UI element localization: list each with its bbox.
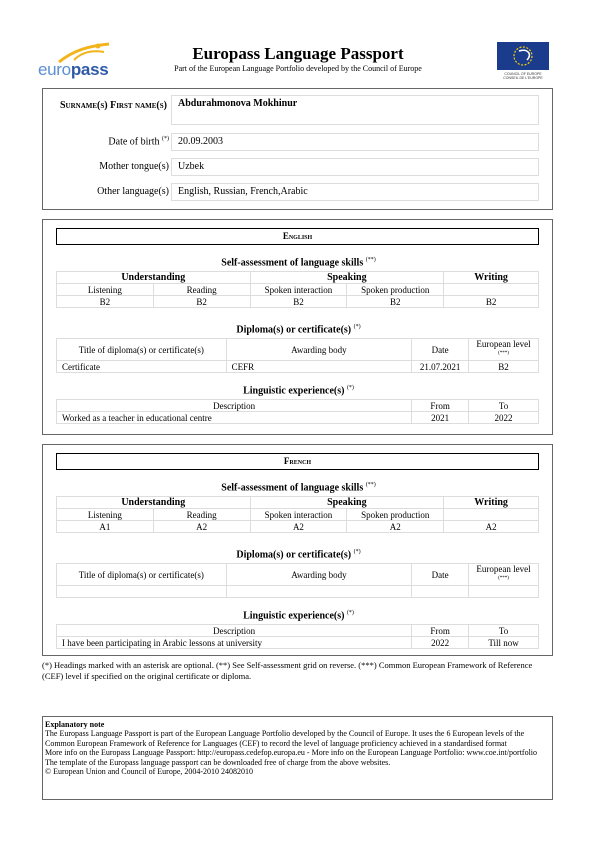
diploma-date: 21.07.2021 xyxy=(412,361,469,373)
personal-info-panel xyxy=(42,88,553,210)
explanatory-heading: Explanatory note xyxy=(45,720,105,729)
reading-header: Reading xyxy=(153,284,250,296)
experience-heading: Linguistic experience(s) (*) xyxy=(243,385,354,397)
listening-header: Listening xyxy=(57,284,154,296)
listening-level: B2 xyxy=(57,296,154,308)
page-title: Europass Language Passport xyxy=(192,44,404,63)
spoken-production-header: Spoken production xyxy=(347,284,444,296)
explanatory-line-2: More info on the Europass Language Passport: http://europass.cedefop.europa.eu - More info on the European Language Portfolio: www.coe.int/portfolio xyxy=(45,748,538,758)
reading-level: B2 xyxy=(153,296,250,308)
description-col-header: Description xyxy=(57,625,412,637)
diploma-title xyxy=(57,586,227,598)
self-assessment-heading: Self-assessment of language skills (**) xyxy=(221,482,376,494)
listening-header: Listening xyxy=(57,509,154,521)
experience-table xyxy=(56,624,539,649)
experience-to: 2022 xyxy=(469,412,539,424)
writing-header: Writing xyxy=(444,497,539,509)
experience-to: Till now xyxy=(469,637,539,649)
level-col-header: European level (***) xyxy=(469,339,539,361)
coe-flag-icon xyxy=(497,42,549,70)
title-col-header: Title of diploma(s) or certificate(s) xyxy=(57,564,227,586)
diploma-body: CEFR xyxy=(226,361,412,373)
surname-label: Surname(s) First name(s) xyxy=(59,100,167,111)
diploma-table xyxy=(56,563,539,598)
language-panel-french xyxy=(42,444,553,656)
experience-from: 2022 xyxy=(412,637,469,649)
diploma-heading: Diploma(s) or certificate(s) (*) xyxy=(236,324,361,336)
footnote: (*) Headings marked with an asterisk are optional. (**) See Self-assessment grid on reverse. (***) Common European Framework of Reference (CEF) level if specified on the original certificate or diploma. xyxy=(42,660,533,681)
reading-header: Reading xyxy=(153,509,250,521)
council-of-europe-logo xyxy=(497,42,549,82)
self-assessment-heading: Self-assessment of language skills (**) xyxy=(221,257,376,269)
experience-description: I have been participating in Arabic lessons at university xyxy=(57,637,412,649)
other-languages-label: Other language(s) xyxy=(97,186,169,197)
level-col-header: European level (***) xyxy=(469,564,539,586)
production-level: A2 xyxy=(347,521,444,533)
description-col-header: Description xyxy=(57,400,412,412)
interaction-level: A2 xyxy=(250,521,347,533)
understanding-header: Understanding xyxy=(57,272,251,284)
page-subtitle: Part of the European Language Portfolio developed by the Council of Europe xyxy=(174,64,422,73)
reading-level: A2 xyxy=(153,521,250,533)
understanding-header: Understanding xyxy=(57,497,251,509)
language-heading: English xyxy=(56,228,539,245)
coe-text: COUNCIL OF EUROPE CONSEIL DE L'EUROPE xyxy=(503,72,543,80)
writing-level: A2 xyxy=(444,521,539,533)
explanatory-line-4: © European Union and Council of Europe, 2004-2010 24082010 xyxy=(45,767,254,777)
diploma-heading: Diploma(s) or certificate(s) (*) xyxy=(236,549,361,561)
production-level: B2 xyxy=(347,296,444,308)
other-languages-value: English, Russian, French,Arabic xyxy=(171,183,539,201)
skills-table xyxy=(56,496,539,533)
diploma-date xyxy=(412,586,469,598)
listening-level: A1 xyxy=(57,521,154,533)
spoken-interaction-header: Spoken interaction xyxy=(250,284,347,296)
language-heading: French xyxy=(56,453,539,470)
spoken-production-header: Spoken production xyxy=(347,509,444,521)
surname-value: Abdurahmonova Mokhinur xyxy=(171,95,539,125)
title-col-header: Title of diploma(s) or certificate(s) xyxy=(57,339,227,361)
dob-value: 20.09.2003 xyxy=(171,133,539,151)
to-col-header: To xyxy=(469,400,539,412)
from-col-header: From xyxy=(412,625,469,637)
date-col-header: Date xyxy=(412,564,469,586)
dob-label: Date of birth (*) xyxy=(108,136,169,148)
explanatory-line-1: The Europass Language Passport is part of the European Language Portfolio developed by the Council of Europe. It uses the 6 European levels of the Common European Framework of Reference for Languages (CEF) to record the level of language proficiency achieved in a standardised format xyxy=(45,729,525,748)
mother-tongue-label: Mother tongue(s) xyxy=(99,161,169,172)
diploma-table xyxy=(56,338,539,373)
from-col-header: From xyxy=(412,400,469,412)
experience-from: 2021 xyxy=(412,412,469,424)
europass-logo-text: europass xyxy=(38,60,109,79)
skills-table xyxy=(56,271,539,308)
diploma-body xyxy=(226,586,412,598)
awarding-col-header: Awarding body xyxy=(226,339,412,361)
europass-logo xyxy=(36,40,116,80)
diploma-level xyxy=(469,586,539,598)
spoken-interaction-header: Spoken interaction xyxy=(250,509,347,521)
diploma-level: B2 xyxy=(469,361,539,373)
explanatory-line-3: The template of the Europass language passport can be downloaded free of charge from the above websites. xyxy=(45,757,391,767)
explanatory-note xyxy=(42,716,553,800)
speaking-header: Speaking xyxy=(250,272,444,284)
interaction-level: B2 xyxy=(250,296,347,308)
speaking-header: Speaking xyxy=(250,497,444,509)
date-col-header: Date xyxy=(412,339,469,361)
experience-heading: Linguistic experience(s) (*) xyxy=(243,610,354,622)
diploma-title: Certificate xyxy=(57,361,227,373)
mother-tongue-value: Uzbek xyxy=(171,158,539,176)
experience-table xyxy=(56,399,539,424)
writing-header: Writing xyxy=(444,272,539,284)
language-panel-english xyxy=(42,219,553,435)
experience-description: Worked as a teacher in educational centre xyxy=(57,412,412,424)
writing-level: B2 xyxy=(444,296,539,308)
to-col-header: To xyxy=(469,625,539,637)
awarding-col-header: Awarding body xyxy=(226,564,412,586)
